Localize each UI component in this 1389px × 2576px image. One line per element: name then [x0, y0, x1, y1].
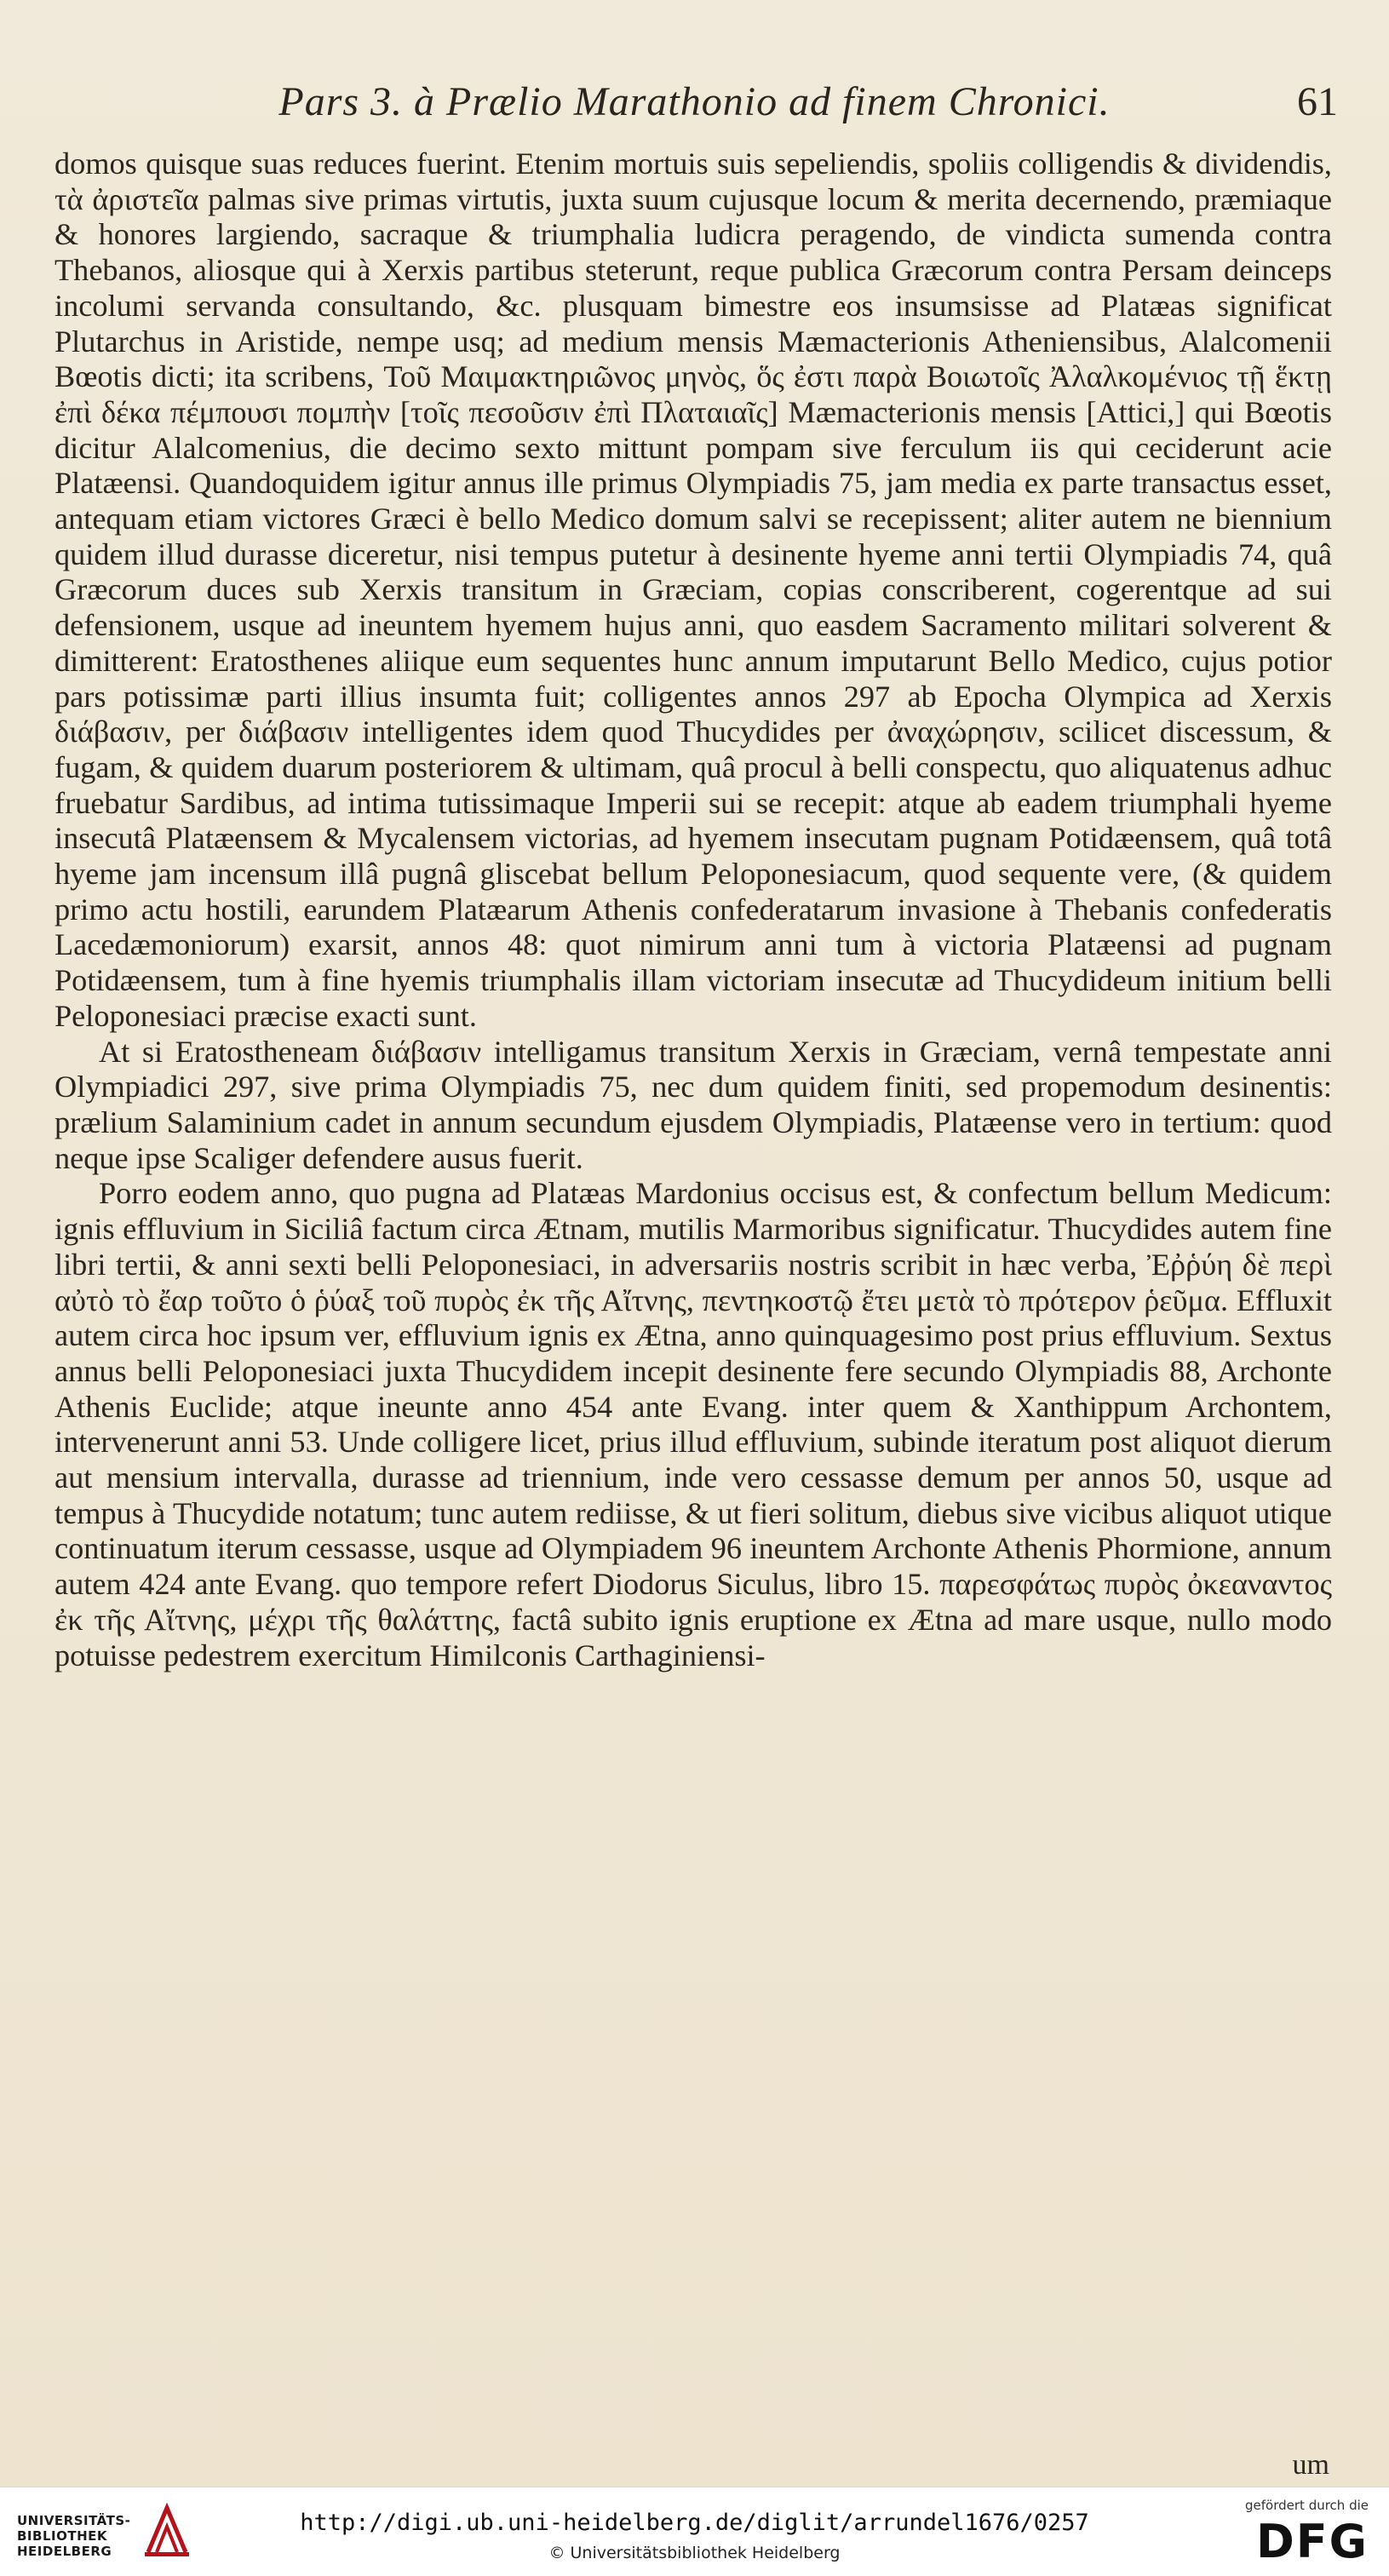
paragraph-2: At si Eratostheneam διάβασιν intelligamus transitum Xerxis in Græciam, vernâ tempestate anni Olympiadici 297, sive prima Olympiadis 75, nec dum quidem finiti, sed propemodum desinentis: prælium Salaminium cadet in annum secundum ejusdem Olympiadis, Platæense vero in tertium: quod neque ipse Scaliger defendere ausus fuerit. — [55, 1034, 1332, 1175]
copyright-notice: © Universitätsbibliothek Heidelberg — [548, 2544, 841, 2562]
page-number: 61 — [1297, 79, 1338, 124]
permalink-url[interactable]: http://digi.ub.uni-heidelberg.de/diglit/arrundel1676/0257 — [300, 2510, 1089, 2536]
institution-line-3: HEIDELBERG — [17, 2544, 112, 2559]
text-body — [55, 146, 1332, 1673]
paragraph-1: domos quisque suas reduces fuerint. Etenim mortuis suis sepeliendis, spoliis colligendis & dividendis, τὰ ἀριστεῖα palmas sive primas virtutis, juxta suum cujusque locum & merita decernendo, præmiaque & honores largiendo, sacraque & triumphalia ludicra peragendo, de vindicta sumenda contra Thebanos, aliosque qui à Xerxis partibus steterunt, reque publica Græcorum contra Persam deinceps incolumi servanda consultando, &c. plusquam bimestre eos insumsisse ad Platæas significat Plutarchus in Aristide, nempe usq; ad medium mensis Mæmacterionis Atheniensibus, Alalcomenii Bœotis dicti; ita scribens, Τοῦ Μαιμακτηριῶνος μηνὸς, ὅς ἐστι παρὰ Βοιωτοῖς Ἀλαλκομένιος τῇ ἕκτῃ ἐπὶ δέκα πέμπουσι πομπὴν [τοῖς πεσοῦσιν ἐπὶ Πλαταιαῖς] Mæmacterionis mensis [Attici,] qui Bœotis dicitur Alalcomenius, die decimo sexto mittunt pompam sive ferculum iis qui ceciderunt acie Platæensi. Quandoquidem igitur annus ille primus Olympiadis 75, jam media ex parte transactus esset, antequam etiam victores Græci è bello Medico domum salvi se recepissent; aliter autem ne biennium quidem illud durasse diceretur, nisi tempus putetur à desinente hyeme anni tertii Olympiadis 74, quâ Græcorum duces sub Xerxis transitum in Græciam, copias conscriberent, cogerentque ad sui defensionem, usque ad ineuntem hyemem hujus anni, quo easdem Sacramento militari solverent & dimitterent: Eratosthenes aliique eum sequentes hunc annum imputarunt Bello Medico, cujus potior pars potissimæ parti illius insumta fuit; colligentes annos 297 ab Epocha Olympica ad Xerxis διάβασιν, per διάβασιν intelligentes idem quod Thucydides per ἀναχώρησιν, scilicet discessum, & fugam, & quidem duarum posteriorem & ultimam, quâ procul à belli conspectu, quo aliquatenus adhuc fruebatur Sardibus, ad intima tutissimaque Imperii sui se recepit: atque ab eadem triumphali hyeme insecutâ Platæensem & Mycalensem victorias, ad hyemem insecutam pugnam Potidæensem, quâ totâ hyeme jam incensum illâ pugnâ gliscebat bellum Peloponesiacum, quod sequente vere, (& quidem primo actu hostili, earundem Platæarum Athenis confederatarum invasione à Thebanis confederatis Lacedæmoniorum) exarsit, annos 48: quot nimirum anni tum à victoria Platæensi ad pugnam Potidæensem, tum à fine hyemis triumphalis illam victoriam insecutæ ad Thucydideum initium belli Peloponesiaci præcise exacti sunt. — [55, 146, 1332, 1033]
dfg-logo: DFG — [1255, 2515, 1369, 2568]
running-title: Pars 3. à Prælio Marathonio ad finem Chronici. — [278, 79, 1111, 124]
institution-line-1: UNIVERSITÄTS- — [17, 2513, 131, 2528]
running-head — [51, 78, 1338, 129]
paragraph-3: Porro eodem anno, quo pugna ad Platæas Mardonius occisus est, & confectum bellum Medicum: ignis effluvium in Siciliâ factum circa Ætnam, mutilis Marmoribus significatur. Thucydides autem fine libri tertii, & anni sexti belli Peloponesiaci, in adversariis nostris scribit in hæc verba, Ἐῤῥύη δὲ περὶ αὐτὸ τὸ ἔαρ τοῦτο ὁ ῥύαξ τοῦ πυρὸς ἐκ τῆς Αἴτνης, πεντηκοστῷ ἔτει μετὰ τὸ πρότερον ῥεῦμα. Effluxit autem circa hoc ipsum ver, effluvium ignis ex Ætna, anno quinquagesimo post prius effluvium. Sextus annus belli Peloponesiaci juxta Thucydidem incepit desinente fere secundo Olympiadis 88, Archonte Athenis Euclide; atque ineunte anno 454 ante Evang. inter quem & Xanthippum Archontem, intervenerunt anni 53. Unde colligere licet, prius illud effluvium, subinde iteratum post aliquot dierum aut mensium intervalla, durasse ad triennium, inde vero cessasse demum per annos 50, usque ad tempus à Thucydide notatum; tunc autem rediisse, & ut fieri solitum, diebus sive vicibus aliquot utique continuatum iterum cessasse, usque ad Olympiadem 96 ineuntem Archonte Athenis Phormione, annum autem 424 ante Evang. quo tempore refert Diodorus Siculus, libro 15. παρεσφάτως πυρὸς ὀκεαναντος ἐκ τῆς Αἴτνης, μέχρι τῆς θαλάττης, factâ subito ignis eruptione ex Ætna ad mare usque, nullo modo potuisse pedestrem exercitum Himilconis Carthaginiensi- — [55, 1176, 1332, 1672]
funding-note: gefördert durch die — [1245, 2498, 1369, 2513]
institution-line-2: BIBLIOTHEK — [17, 2528, 107, 2544]
footer-bar — [0, 2487, 1389, 2576]
catchword: um — [1292, 2449, 1329, 2481]
